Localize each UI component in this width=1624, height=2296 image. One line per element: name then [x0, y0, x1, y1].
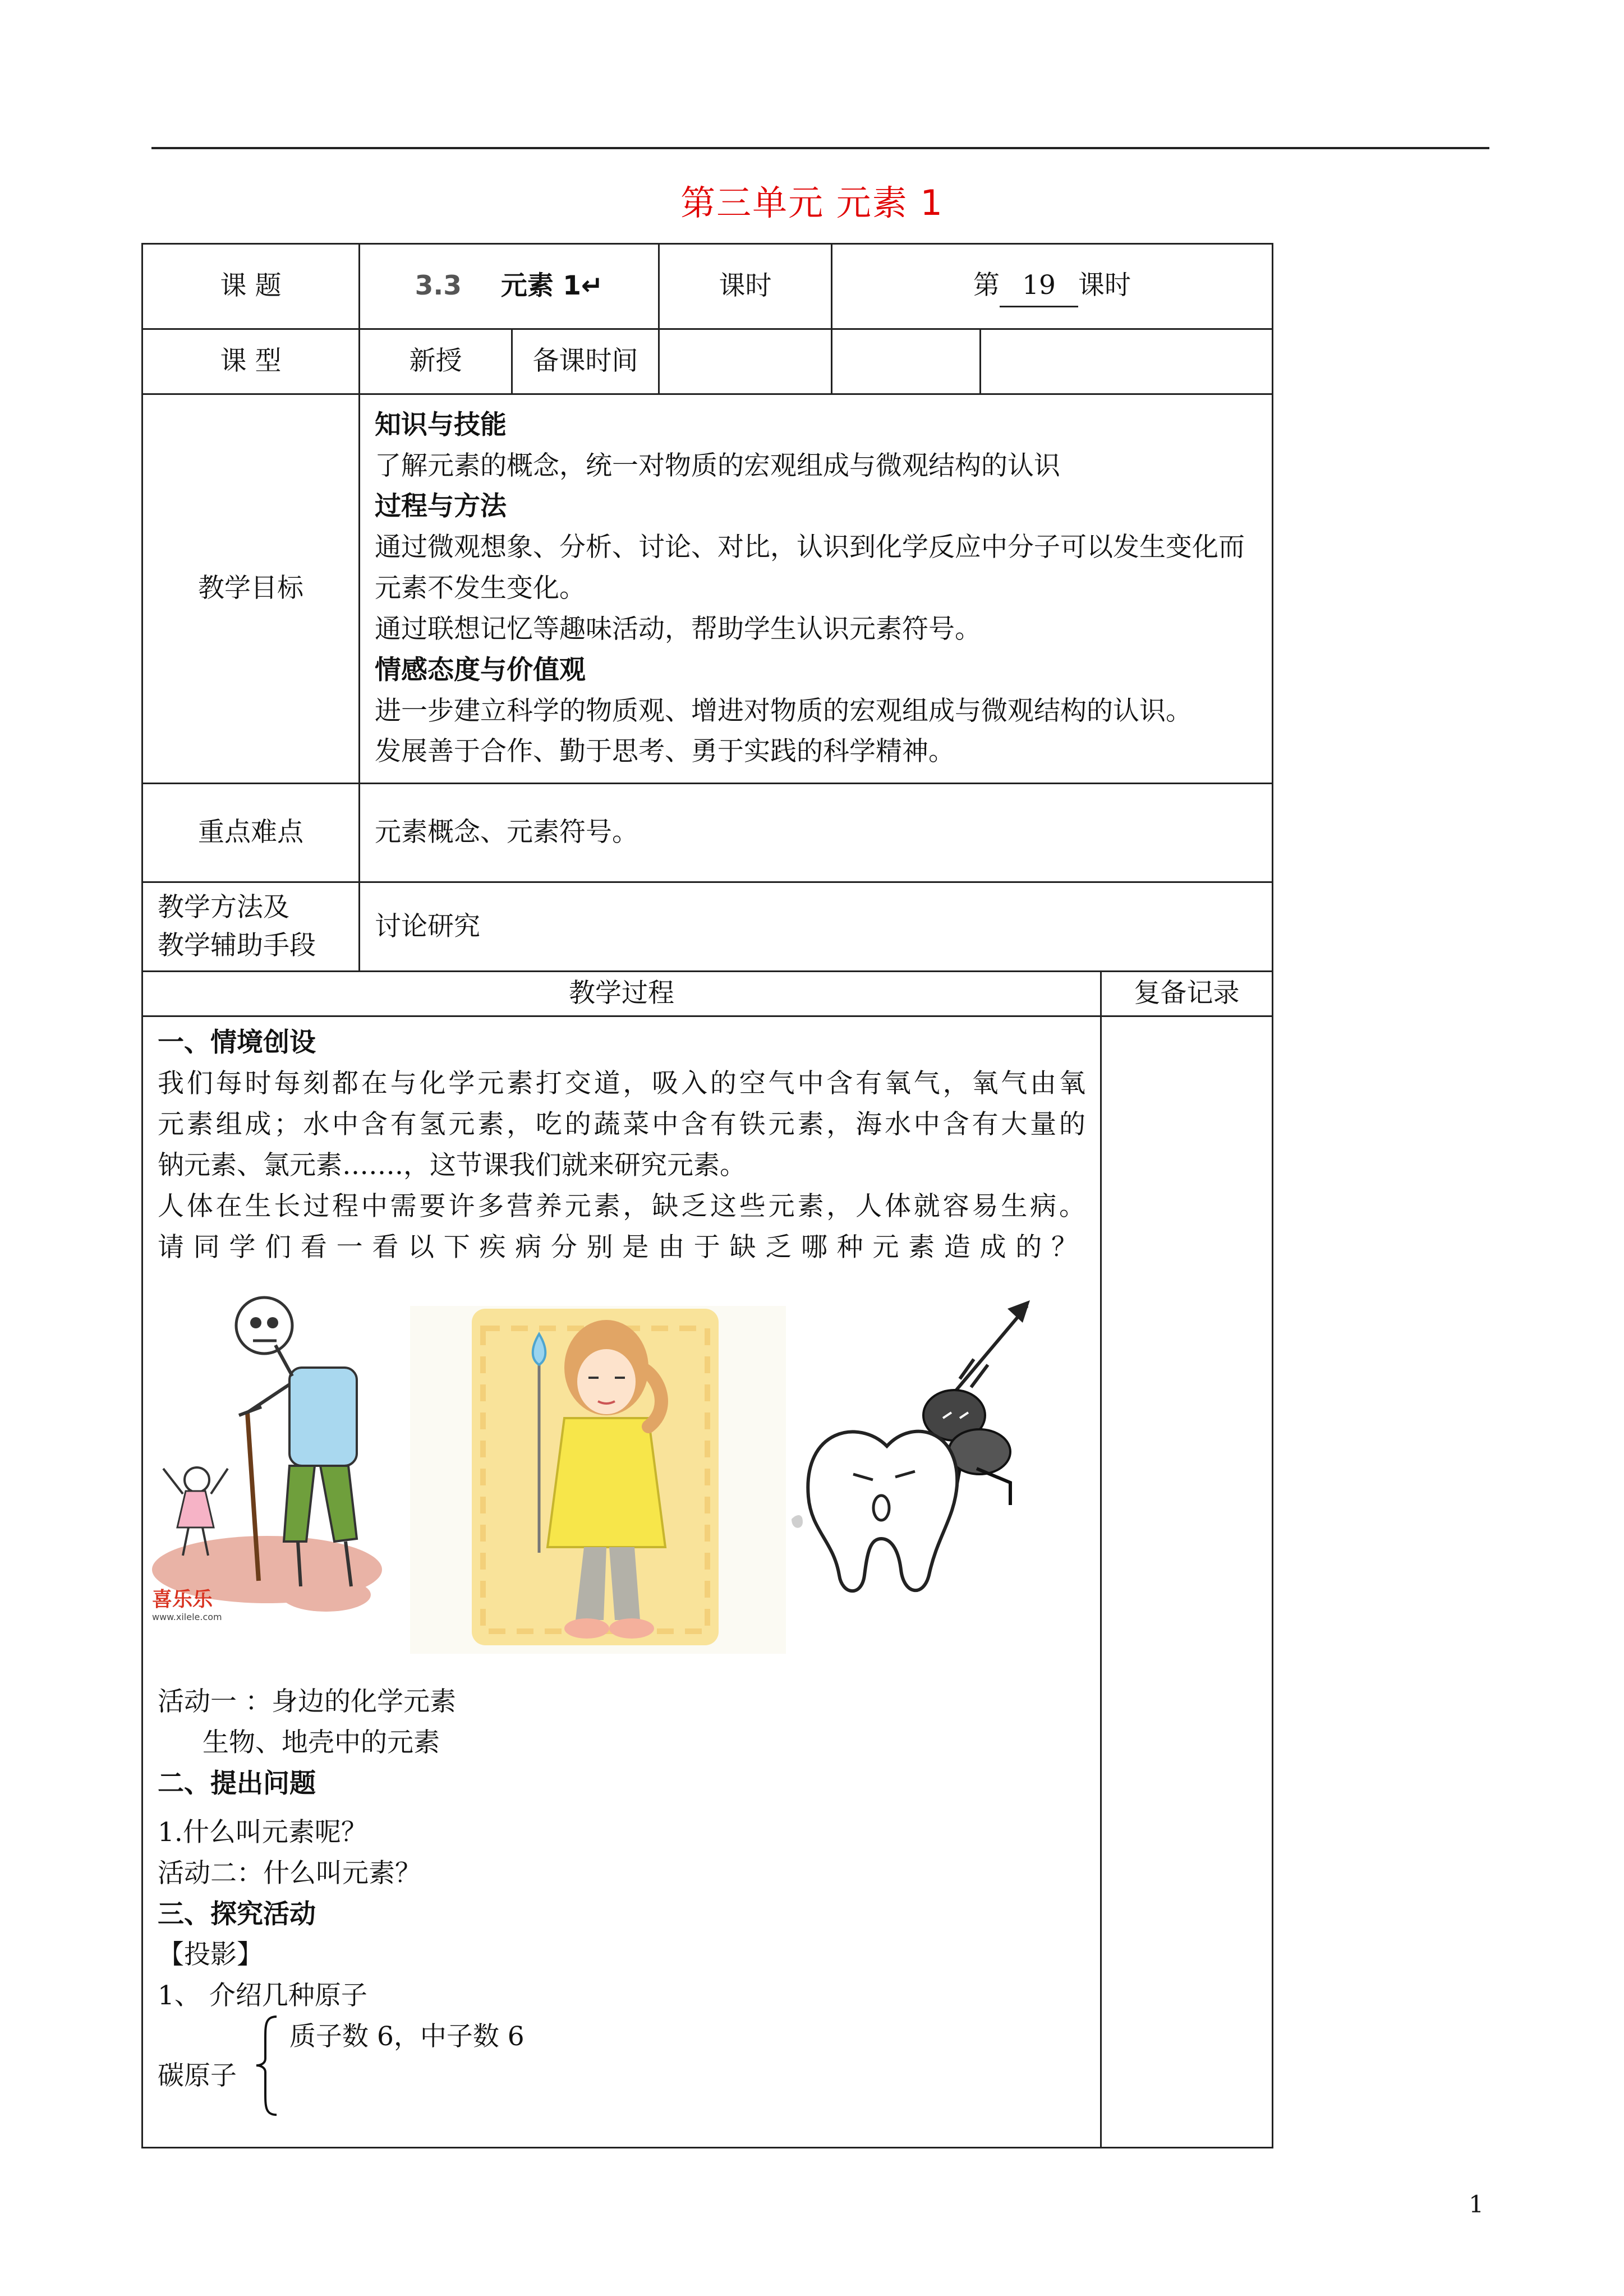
hours-label: 课时 [659, 244, 832, 329]
carbon-properties: 质子数 6，中子数 6 [289, 2021, 525, 2053]
type-row [142, 329, 1273, 394]
carbon-label: 碳原子 [158, 2060, 237, 2092]
type-row-empty-1 [832, 329, 981, 394]
lesson-prefix: 第 [973, 269, 1000, 301]
para2-line2: 请同学们看一看以下疾病分别是由于缺乏哪种元素造成的？ [158, 1231, 1085, 1263]
type-label: 课 型 [142, 329, 360, 394]
process-text-1: 通过微观想象、分析、讨论、对比，认识到化学反应中分子可以发生变化而元素不发生变化。 [375, 532, 1245, 604]
topic-label: 课 题 [142, 244, 360, 329]
projection-label: 【投影】 [158, 1939, 263, 1971]
prep-time-label: 备课时间 [512, 329, 659, 394]
process-text-2: 通过联想记忆等趣味活动，帮助学生认识元素符号。 [375, 613, 981, 645]
objectives-label: 教学目标 [142, 394, 360, 784]
anemia-girl-illustration [410, 1306, 786, 1654]
illustration-logo: 喜乐乐 [152, 1588, 213, 1612]
activity1-sub: 生物、地壳中的元素 [203, 1727, 440, 1759]
topic-value [360, 244, 659, 329]
methods-value: 讨论研究 [360, 882, 1273, 972]
objectives-content [360, 394, 1273, 784]
prep-time-value [659, 329, 832, 394]
review-notes-cell [1101, 1016, 1273, 2148]
methods-label-line2: 教学辅助手段 [158, 930, 316, 961]
question1: 1.什么叫元素呢？ [158, 1816, 367, 1848]
intro-atoms: 1、 介绍几种原子 [158, 1980, 367, 2012]
osteoporosis-illustration [146, 1278, 402, 1626]
lesson-hours [832, 244, 1273, 329]
illustration-logo-sub: www.xilele.com [152, 1612, 222, 1623]
section2-heading: 二、提出问题 [158, 1768, 316, 1800]
key-points-label: 重点难点 [142, 784, 360, 882]
header-rule [151, 147, 1489, 149]
page-number: 1 [1469, 2191, 1484, 2218]
process-content [142, 1016, 1101, 2148]
objectives-row [142, 394, 1273, 784]
type-value: 新授 [360, 329, 512, 394]
process-row [142, 1016, 1273, 2148]
para2-line1: 人体在生长过程中需要许多营养元素，缺乏这些元素，人体就容易生病。 [158, 1190, 1085, 1222]
methods-label [142, 882, 360, 972]
section1-heading: 一、情境创设 [158, 1027, 316, 1059]
attitude-text-2: 发展善于合作、勤于思考、勇于实践的科学精神。 [375, 736, 955, 767]
lesson-number: 19 [1000, 265, 1078, 308]
key-points-row [142, 784, 1273, 882]
process-header-left: 教学过程 [142, 972, 1101, 1016]
topic-name: 元素 1↵ [500, 270, 604, 302]
brace-icon [253, 2014, 281, 2118]
knowledge-heading: 知识与技能 [375, 409, 507, 440]
methods-label-line1: 教学方法及 [158, 892, 289, 923]
attitude-text-1: 进一步建立科学的物质观、增进对物质的宏观组成与微观结构的认识。 [375, 695, 1192, 726]
topic-row [142, 244, 1273, 329]
methods-row [142, 882, 1273, 972]
section3-heading: 三、探究活动 [158, 1898, 316, 1930]
knowledge-text: 了解元素的概念，统一对物质的宏观组成与微观结构的认识 [375, 450, 1060, 481]
document-title: 第三单元 元素 1 [680, 182, 944, 223]
activity1: 活动一 ：身边的化学元素 [158, 1686, 456, 1718]
attitude-heading: 情感态度与价值观 [375, 654, 586, 685]
key-points-value: 元素概念、元素符号。 [360, 784, 1273, 882]
para1-line1: 我们每时每刻都在与化学元素打交道，吸入的空气中含有氧气，氧气由氧 [158, 1068, 1085, 1099]
process-heading: 过程与方法 [375, 491, 507, 522]
type-row-empty-2 [981, 329, 1273, 394]
lesson-plan-table [141, 243, 1273, 2148]
activity2: 活动二：什么叫元素？ [158, 1857, 421, 1889]
tooth-decay-illustration [792, 1283, 1055, 1598]
para1-line3: 钠元素、氯元素…….，这节课我们就来研究元素。 [158, 1149, 746, 1181]
process-header-right: 复备记录 [1101, 972, 1273, 1016]
topic-number: 3.3 [415, 270, 462, 302]
process-header-row [142, 972, 1273, 1016]
disease-illustrations [146, 1278, 1085, 1648]
carbon-atom-block [158, 2017, 1085, 2115]
para1-line2: 元素组成；水中含有氢元素，吃的蔬菜中含有铁元素，海水中含有大量的 [158, 1108, 1085, 1140]
lesson-suffix: 课时 [1078, 269, 1131, 301]
